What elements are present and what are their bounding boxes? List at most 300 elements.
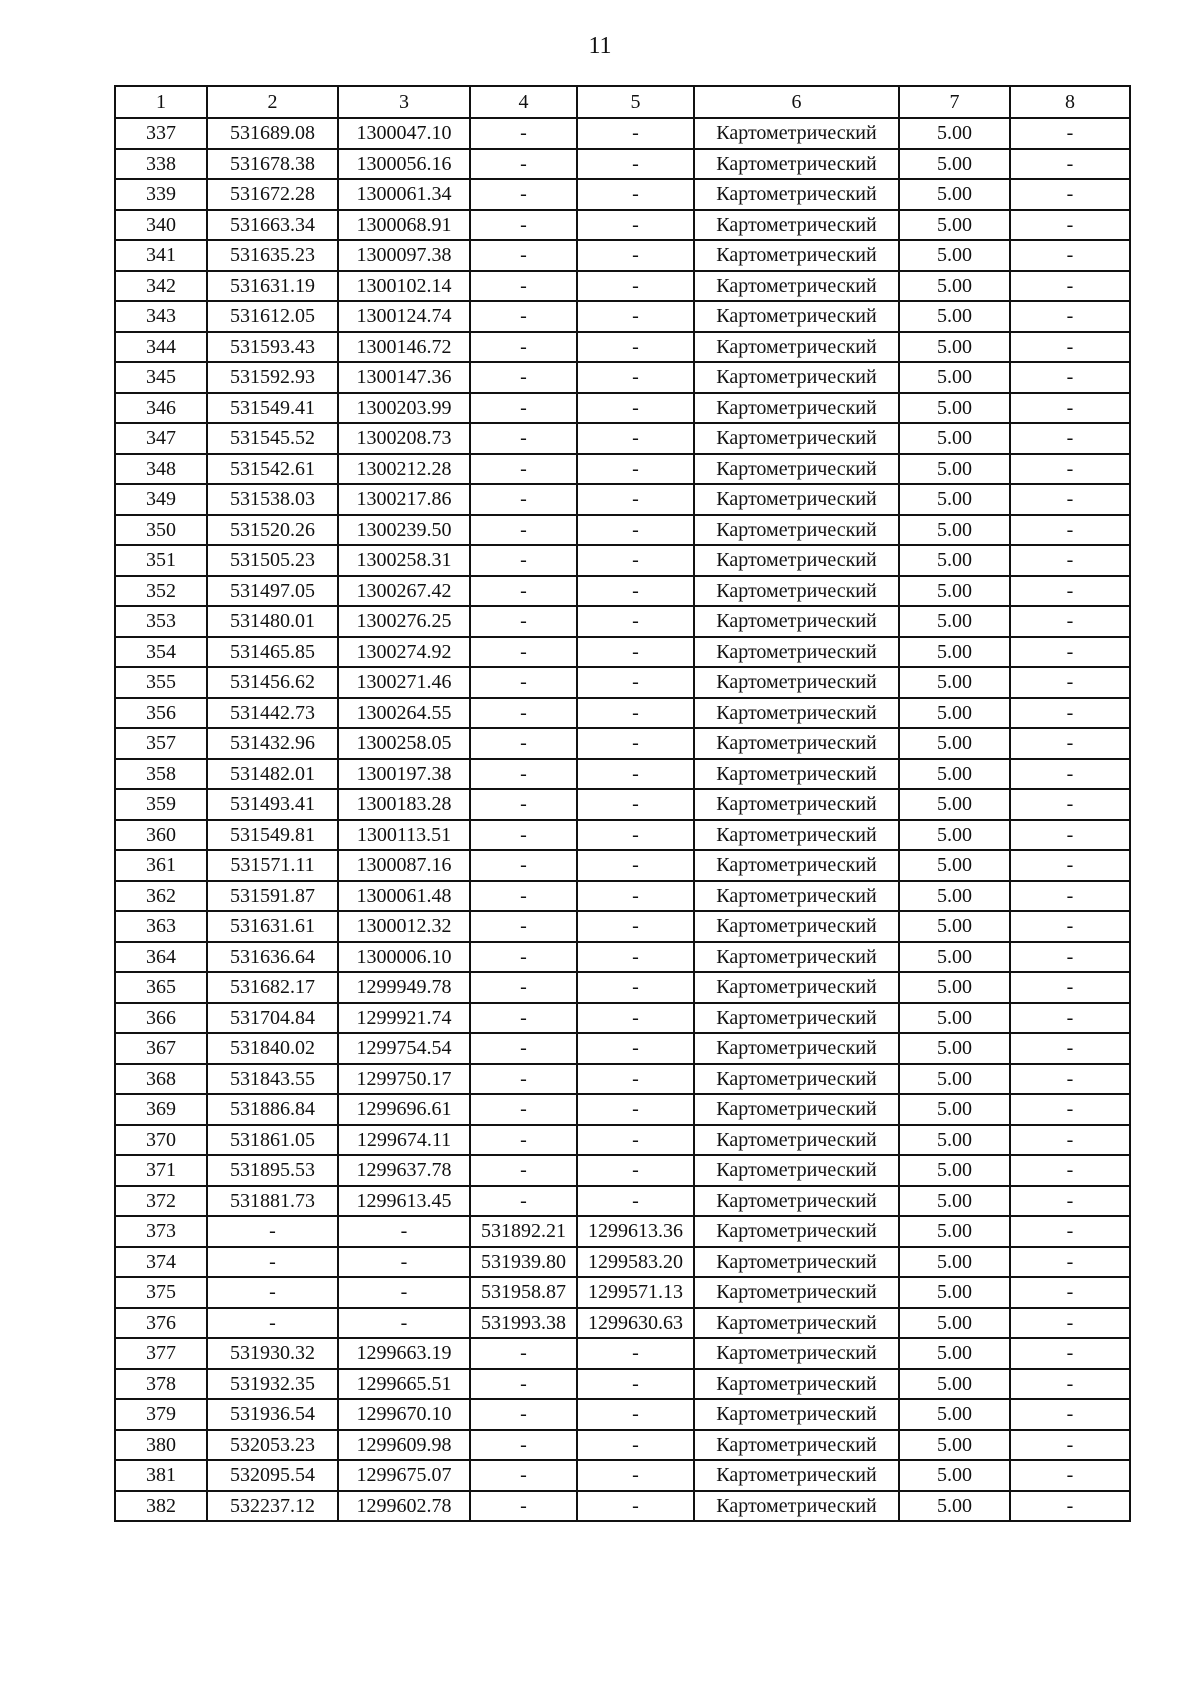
table-cell: 339 bbox=[115, 179, 207, 210]
table-cell: Картометрический bbox=[694, 1399, 899, 1430]
table-cell: 1300056.16 bbox=[338, 149, 470, 180]
table-cell: 1299674.11 bbox=[338, 1125, 470, 1156]
table-cell: 5.00 bbox=[899, 1033, 1010, 1064]
table-cell: - bbox=[470, 362, 577, 393]
table-cell: Картометрический bbox=[694, 789, 899, 820]
table-cell: 5.00 bbox=[899, 1155, 1010, 1186]
table-cell: 380 bbox=[115, 1430, 207, 1461]
table-cell: 355 bbox=[115, 667, 207, 698]
table-row bbox=[115, 1216, 1130, 1247]
table-cell: 5.00 bbox=[899, 1430, 1010, 1461]
table-cell: - bbox=[1010, 1064, 1130, 1095]
table-cell: Картометрический bbox=[694, 667, 899, 698]
table-cell: - bbox=[207, 1216, 338, 1247]
table-cell: - bbox=[1010, 1308, 1130, 1339]
table-cell: 1300102.14 bbox=[338, 271, 470, 302]
table-cell: 5.00 bbox=[899, 454, 1010, 485]
table-cell: 1300217.86 bbox=[338, 484, 470, 515]
table-cell: 5.00 bbox=[899, 789, 1010, 820]
table-cell: - bbox=[1010, 484, 1130, 515]
table-cell: 351 bbox=[115, 545, 207, 576]
table-cell: 371 bbox=[115, 1155, 207, 1186]
table-cell: 356 bbox=[115, 698, 207, 729]
table-cell: 1299670.10 bbox=[338, 1399, 470, 1430]
table-cell: 5.00 bbox=[899, 606, 1010, 637]
table-cell: 360 bbox=[115, 820, 207, 851]
table-cell: 5.00 bbox=[899, 1369, 1010, 1400]
table-row bbox=[115, 637, 1130, 668]
table-cell: 531704.84 bbox=[207, 1003, 338, 1034]
table-cell: 531505.23 bbox=[207, 545, 338, 576]
table-cell: 1299630.63 bbox=[577, 1308, 694, 1339]
table-cell: - bbox=[470, 1491, 577, 1522]
table-cell: - bbox=[577, 393, 694, 424]
table-row bbox=[115, 759, 1130, 790]
table-cell: - bbox=[577, 1491, 694, 1522]
table-cell: 531939.80 bbox=[470, 1247, 577, 1278]
table-cell: - bbox=[470, 637, 577, 668]
table-cell: - bbox=[577, 1460, 694, 1491]
table-row bbox=[115, 118, 1130, 149]
table-cell: 362 bbox=[115, 881, 207, 912]
table-cell: 5.00 bbox=[899, 545, 1010, 576]
table-cell: 378 bbox=[115, 1369, 207, 1400]
table-cell: 531932.35 bbox=[207, 1369, 338, 1400]
table-cell: - bbox=[338, 1247, 470, 1278]
table-cell: 531612.05 bbox=[207, 301, 338, 332]
table-cell: 346 bbox=[115, 393, 207, 424]
table-cell: - bbox=[577, 210, 694, 241]
table-cell: - bbox=[470, 484, 577, 515]
table-row bbox=[115, 1186, 1130, 1217]
table-cell: 531538.03 bbox=[207, 484, 338, 515]
table-row bbox=[115, 210, 1130, 241]
table-cell: Картометрический bbox=[694, 454, 899, 485]
table-cell: Картометрический bbox=[694, 515, 899, 546]
table-row bbox=[115, 1033, 1130, 1064]
table-cell: 5.00 bbox=[899, 1064, 1010, 1095]
table-cell: - bbox=[338, 1308, 470, 1339]
table-cell: - bbox=[577, 179, 694, 210]
column-header: 4 bbox=[470, 86, 577, 118]
table-cell: 1299675.07 bbox=[338, 1460, 470, 1491]
table-cell: - bbox=[1010, 118, 1130, 149]
table-cell: - bbox=[1010, 1369, 1130, 1400]
table-cell: Картометрический bbox=[694, 545, 899, 576]
table-cell: 531442.73 bbox=[207, 698, 338, 729]
table-cell: - bbox=[1010, 301, 1130, 332]
table-cell: 338 bbox=[115, 149, 207, 180]
table-cell: - bbox=[1010, 332, 1130, 363]
table-cell: 377 bbox=[115, 1338, 207, 1369]
table-cell: - bbox=[1010, 454, 1130, 485]
table-cell: - bbox=[577, 637, 694, 668]
table-cell: - bbox=[1010, 576, 1130, 607]
table-cell: 1299750.17 bbox=[338, 1064, 470, 1095]
table-row bbox=[115, 1308, 1130, 1339]
table-row bbox=[115, 332, 1130, 363]
table-row bbox=[115, 393, 1130, 424]
table-cell: 531672.28 bbox=[207, 179, 338, 210]
table-cell: 1300113.51 bbox=[338, 820, 470, 851]
table-cell: 1300212.28 bbox=[338, 454, 470, 485]
table-row bbox=[115, 1003, 1130, 1034]
table-cell: 1300208.73 bbox=[338, 423, 470, 454]
table-cell: 1300012.32 bbox=[338, 911, 470, 942]
table-cell: - bbox=[470, 1155, 577, 1186]
table-cell: - bbox=[207, 1247, 338, 1278]
table-cell: - bbox=[577, 820, 694, 851]
table-cell: 369 bbox=[115, 1094, 207, 1125]
table-cell: 5.00 bbox=[899, 240, 1010, 271]
table-cell: 1300271.46 bbox=[338, 667, 470, 698]
table-cell: Картометрический bbox=[694, 972, 899, 1003]
table-cell: - bbox=[1010, 637, 1130, 668]
table-row bbox=[115, 515, 1130, 546]
table-cell: 1300183.28 bbox=[338, 789, 470, 820]
table-cell: - bbox=[470, 1003, 577, 1034]
table-cell: 5.00 bbox=[899, 1186, 1010, 1217]
table-cell: Картометрический bbox=[694, 1308, 899, 1339]
table-cell: Картометрический bbox=[694, 179, 899, 210]
table-cell: - bbox=[470, 789, 577, 820]
table-cell: 532053.23 bbox=[207, 1430, 338, 1461]
table-cell: - bbox=[1010, 759, 1130, 790]
table-row bbox=[115, 484, 1130, 515]
table-cell: Картометрический bbox=[694, 942, 899, 973]
table-cell: 1300068.91 bbox=[338, 210, 470, 241]
table-cell: 343 bbox=[115, 301, 207, 332]
table-cell: - bbox=[1010, 1033, 1130, 1064]
table-cell: - bbox=[470, 1186, 577, 1217]
table-cell: 1300006.10 bbox=[338, 942, 470, 973]
table-row bbox=[115, 942, 1130, 973]
table-cell: 531678.38 bbox=[207, 149, 338, 180]
table-cell: 354 bbox=[115, 637, 207, 668]
table-cell: - bbox=[470, 179, 577, 210]
table-cell: Картометрический bbox=[694, 1338, 899, 1369]
table-cell: - bbox=[470, 1033, 577, 1064]
table-cell: - bbox=[470, 942, 577, 973]
table-cell: Картометрический bbox=[694, 332, 899, 363]
table-cell: 1299949.78 bbox=[338, 972, 470, 1003]
table-cell: Картометрический bbox=[694, 1216, 899, 1247]
table-cell: Картометрический bbox=[694, 149, 899, 180]
table-cell: - bbox=[1010, 179, 1130, 210]
table-cell: - bbox=[470, 667, 577, 698]
table-cell: - bbox=[1010, 972, 1130, 1003]
table-cell: - bbox=[1010, 789, 1130, 820]
table-cell: 531892.21 bbox=[470, 1216, 577, 1247]
table-cell: 5.00 bbox=[899, 362, 1010, 393]
table-cell: - bbox=[577, 1064, 694, 1095]
table-cell: 5.00 bbox=[899, 728, 1010, 759]
table-cell: 1300124.74 bbox=[338, 301, 470, 332]
table-cell: - bbox=[470, 210, 577, 241]
table-cell: - bbox=[577, 118, 694, 149]
table-cell: Картометрический bbox=[694, 911, 899, 942]
table-cell: 531881.73 bbox=[207, 1186, 338, 1217]
table-cell: 531592.93 bbox=[207, 362, 338, 393]
table-cell: - bbox=[470, 332, 577, 363]
table-cell: Картометрический bbox=[694, 1277, 899, 1308]
table-cell: - bbox=[207, 1308, 338, 1339]
table-cell: - bbox=[577, 1003, 694, 1034]
table-cell: 5.00 bbox=[899, 1277, 1010, 1308]
table-cell: - bbox=[577, 789, 694, 820]
table-cell: - bbox=[1010, 820, 1130, 851]
table-cell: 366 bbox=[115, 1003, 207, 1034]
table-cell: - bbox=[1010, 1125, 1130, 1156]
table-cell: 1299754.54 bbox=[338, 1033, 470, 1064]
table-cell: 353 bbox=[115, 606, 207, 637]
table-cell: - bbox=[577, 942, 694, 973]
table-cell: 5.00 bbox=[899, 179, 1010, 210]
table-row bbox=[115, 362, 1130, 393]
column-header: 3 bbox=[338, 86, 470, 118]
table-cell: 1300258.05 bbox=[338, 728, 470, 759]
table-cell: Картометрический bbox=[694, 576, 899, 607]
table-cell: 531571.11 bbox=[207, 850, 338, 881]
table-cell: - bbox=[470, 728, 577, 759]
table-cell: - bbox=[470, 393, 577, 424]
table-cell: - bbox=[577, 515, 694, 546]
table-cell: 531936.54 bbox=[207, 1399, 338, 1430]
table-cell: - bbox=[470, 911, 577, 942]
table-cell: 1299602.78 bbox=[338, 1491, 470, 1522]
table-cell: - bbox=[470, 1094, 577, 1125]
page-number: 11 bbox=[588, 33, 612, 59]
table-row bbox=[115, 820, 1130, 851]
table-cell: 5.00 bbox=[899, 576, 1010, 607]
table-cell: - bbox=[577, 484, 694, 515]
table-cell: Картометрический bbox=[694, 1064, 899, 1095]
table-row bbox=[115, 1399, 1130, 1430]
table-cell: 531482.01 bbox=[207, 759, 338, 790]
table-cell: 1299583.20 bbox=[577, 1247, 694, 1278]
table-cell: - bbox=[577, 454, 694, 485]
table-row bbox=[115, 881, 1130, 912]
table-cell: Картометрический bbox=[694, 820, 899, 851]
table-cell: 379 bbox=[115, 1399, 207, 1430]
table-row bbox=[115, 576, 1130, 607]
table-cell: 5.00 bbox=[899, 1125, 1010, 1156]
table-cell: 1299613.45 bbox=[338, 1186, 470, 1217]
table-cell: - bbox=[470, 515, 577, 546]
table-cell: 531682.17 bbox=[207, 972, 338, 1003]
table-cell: - bbox=[470, 606, 577, 637]
table-body bbox=[115, 86, 1130, 1521]
table-cell: 5.00 bbox=[899, 942, 1010, 973]
table-cell: - bbox=[577, 1369, 694, 1400]
table-cell: 373 bbox=[115, 1216, 207, 1247]
table-row bbox=[115, 271, 1130, 302]
table-cell: 376 bbox=[115, 1308, 207, 1339]
table-cell: Картометрический bbox=[694, 1460, 899, 1491]
table-cell: - bbox=[1010, 1186, 1130, 1217]
table-cell: - bbox=[577, 667, 694, 698]
table-cell: Картометрический bbox=[694, 423, 899, 454]
table-cell: 1299921.74 bbox=[338, 1003, 470, 1034]
table-cell: - bbox=[577, 576, 694, 607]
table-cell: 5.00 bbox=[899, 1491, 1010, 1522]
table-cell: - bbox=[1010, 393, 1130, 424]
table-row bbox=[115, 1064, 1130, 1095]
table-cell: - bbox=[470, 1125, 577, 1156]
table-cell: 344 bbox=[115, 332, 207, 363]
table-cell: 5.00 bbox=[899, 210, 1010, 241]
table-cell: 531993.38 bbox=[470, 1308, 577, 1339]
table-cell: 5.00 bbox=[899, 1003, 1010, 1034]
table-cell: 5.00 bbox=[899, 1399, 1010, 1430]
table-cell: Картометрический bbox=[694, 728, 899, 759]
table-cell: 1300061.34 bbox=[338, 179, 470, 210]
table-cell: 531631.19 bbox=[207, 271, 338, 302]
table-cell: - bbox=[1010, 1247, 1130, 1278]
table-cell: Картометрический bbox=[694, 850, 899, 881]
table-cell: - bbox=[577, 698, 694, 729]
table-cell: 5.00 bbox=[899, 149, 1010, 180]
table-cell: 531635.23 bbox=[207, 240, 338, 271]
table-cell: 1299696.61 bbox=[338, 1094, 470, 1125]
table-cell: Картометрический bbox=[694, 1033, 899, 1064]
table-cell: 5.00 bbox=[899, 423, 1010, 454]
table-cell: 5.00 bbox=[899, 1247, 1010, 1278]
table-row bbox=[115, 1430, 1130, 1461]
table-cell: 531549.81 bbox=[207, 820, 338, 851]
table-cell: 1300203.99 bbox=[338, 393, 470, 424]
table-cell: - bbox=[470, 1064, 577, 1095]
table-cell: - bbox=[577, 149, 694, 180]
table-cell: 340 bbox=[115, 210, 207, 241]
table-cell: - bbox=[470, 698, 577, 729]
table-cell: - bbox=[470, 149, 577, 180]
table-cell: - bbox=[577, 911, 694, 942]
table-row bbox=[115, 454, 1130, 485]
table-cell: - bbox=[1010, 850, 1130, 881]
table-cell: - bbox=[470, 454, 577, 485]
table-cell: 5.00 bbox=[899, 484, 1010, 515]
table-cell: 532237.12 bbox=[207, 1491, 338, 1522]
table-cell: Картометрический bbox=[694, 606, 899, 637]
table-cell: - bbox=[577, 1125, 694, 1156]
table-cell: - bbox=[1010, 1491, 1130, 1522]
table-cell: - bbox=[1010, 911, 1130, 942]
table-cell: Картометрический bbox=[694, 301, 899, 332]
table-cell: 1300264.55 bbox=[338, 698, 470, 729]
table-cell: 358 bbox=[115, 759, 207, 790]
table-cell: - bbox=[577, 1094, 694, 1125]
table-cell: Картометрический bbox=[694, 1369, 899, 1400]
table-cell: 531636.64 bbox=[207, 942, 338, 973]
table-cell: - bbox=[1010, 1094, 1130, 1125]
table-cell: 1300146.72 bbox=[338, 332, 470, 363]
coordinates-table bbox=[114, 85, 1131, 1522]
table-cell: - bbox=[577, 545, 694, 576]
table-row bbox=[115, 698, 1130, 729]
table-cell: - bbox=[470, 576, 577, 607]
table-cell: - bbox=[470, 271, 577, 302]
table-cell: - bbox=[577, 1186, 694, 1217]
table-cell: - bbox=[1010, 240, 1130, 271]
table-cell: 5.00 bbox=[899, 820, 1010, 851]
table-cell: - bbox=[577, 606, 694, 637]
table-cell: 5.00 bbox=[899, 911, 1010, 942]
table-cell: Картометрический bbox=[694, 759, 899, 790]
table-cell: 348 bbox=[115, 454, 207, 485]
table-cell: Картометрический bbox=[694, 1247, 899, 1278]
table-cell: 5.00 bbox=[899, 301, 1010, 332]
table-cell: Картометрический bbox=[694, 637, 899, 668]
table-cell: 5.00 bbox=[899, 1460, 1010, 1491]
table-cell: 531520.26 bbox=[207, 515, 338, 546]
table-cell: - bbox=[577, 271, 694, 302]
table-cell: 531456.62 bbox=[207, 667, 338, 698]
table-cell: 5.00 bbox=[899, 698, 1010, 729]
table-cell: - bbox=[1010, 362, 1130, 393]
table-cell: - bbox=[1010, 515, 1130, 546]
table-cell: - bbox=[1010, 1430, 1130, 1461]
table-row bbox=[115, 911, 1130, 942]
table-cell: - bbox=[1010, 545, 1130, 576]
table-cell: - bbox=[577, 1399, 694, 1430]
table-cell: - bbox=[1010, 1216, 1130, 1247]
table-cell: 1299571.13 bbox=[577, 1277, 694, 1308]
table-cell: - bbox=[1010, 698, 1130, 729]
column-header: 8 bbox=[1010, 86, 1130, 118]
table-cell: 381 bbox=[115, 1460, 207, 1491]
table-cell: 364 bbox=[115, 942, 207, 973]
table-cell: Картометрический bbox=[694, 1094, 899, 1125]
table-cell: 350 bbox=[115, 515, 207, 546]
table-cell: Картометрический bbox=[694, 1491, 899, 1522]
table-cell: - bbox=[1010, 149, 1130, 180]
table-cell: - bbox=[1010, 1399, 1130, 1430]
table-cell: Картометрический bbox=[694, 881, 899, 912]
table-cell: 5.00 bbox=[899, 1308, 1010, 1339]
table-cell: - bbox=[577, 423, 694, 454]
column-header: 1 bbox=[115, 86, 207, 118]
table-cell: - bbox=[1010, 1277, 1130, 1308]
table-cell: Картометрический bbox=[694, 1155, 899, 1186]
table-cell: Картометрический bbox=[694, 240, 899, 271]
table-row bbox=[115, 1369, 1130, 1400]
table-cell: 531958.87 bbox=[470, 1277, 577, 1308]
table-cell: - bbox=[470, 820, 577, 851]
table-cell: - bbox=[1010, 271, 1130, 302]
table-cell: - bbox=[1010, 1003, 1130, 1034]
table-cell: 531840.02 bbox=[207, 1033, 338, 1064]
table-cell: 1299663.19 bbox=[338, 1338, 470, 1369]
table-cell: 342 bbox=[115, 271, 207, 302]
table-cell: - bbox=[1010, 1460, 1130, 1491]
table-cell: 1299665.51 bbox=[338, 1369, 470, 1400]
table-row bbox=[115, 149, 1130, 180]
table-cell: - bbox=[470, 301, 577, 332]
table-cell: - bbox=[207, 1277, 338, 1308]
table-cell: 1300047.10 bbox=[338, 118, 470, 149]
table-cell: 349 bbox=[115, 484, 207, 515]
table-cell: - bbox=[1010, 210, 1130, 241]
table-cell: 1299613.36 bbox=[577, 1216, 694, 1247]
table-cell: - bbox=[577, 972, 694, 1003]
table-cell: Картометрический bbox=[694, 393, 899, 424]
table-cell: 1299637.78 bbox=[338, 1155, 470, 1186]
table-row bbox=[115, 1277, 1130, 1308]
table-cell: 361 bbox=[115, 850, 207, 881]
table-cell: - bbox=[470, 1399, 577, 1430]
table-cell: - bbox=[577, 362, 694, 393]
